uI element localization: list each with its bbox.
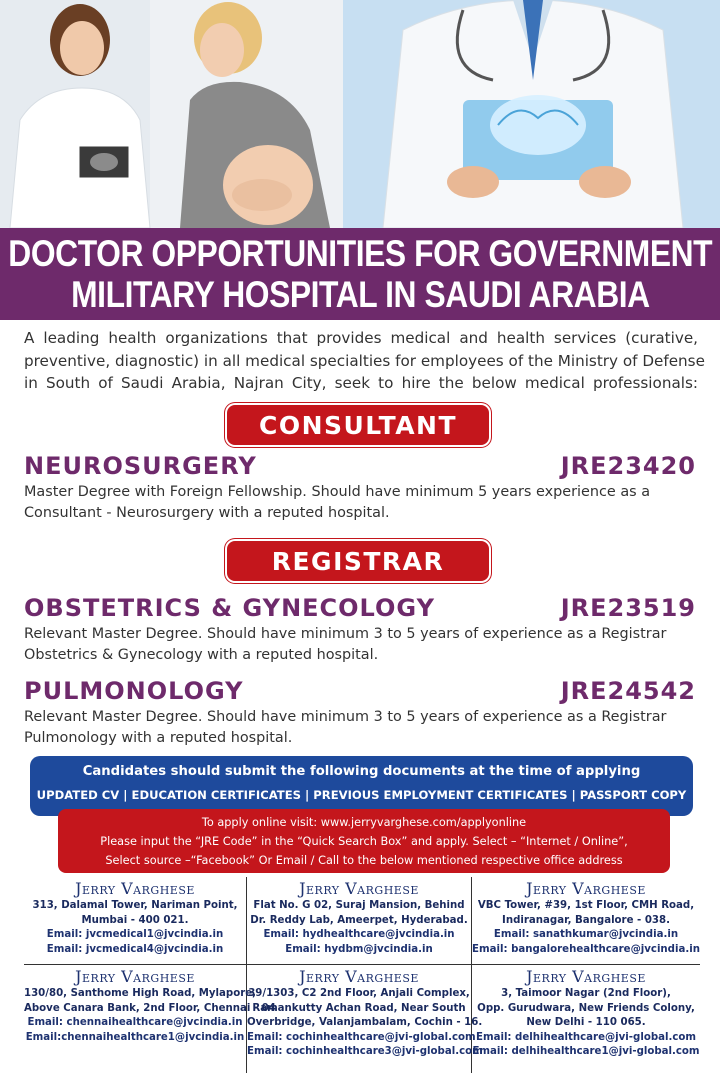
apply-online-link[interactable]: To apply online visit: www.jerryvarghese.com/applyonline [201, 816, 527, 829]
office-addresses-grid [24, 877, 700, 1073]
office-address-line: Ramankutty Achan Road, Near South [252, 1002, 466, 1014]
office-address-line: Flat No. G 02, Suraj Mansion, Behind [253, 900, 465, 911]
office-email-link[interactable]: Email: cochinhealthcare@jvi-global.com [247, 1031, 476, 1043]
brand-logo: Jerry Varghese [526, 967, 646, 986]
office-cochin [247, 965, 483, 1073]
doctor-brain-scan-illustration [343, 0, 720, 228]
office-email-link[interactable]: Email:chennaihealthcare1@jvcindia.in [25, 1031, 245, 1043]
job-title: OBSTETRICS & GYNECOLOGY [24, 594, 435, 622]
office-address-line: 3, Taimoor Nagar (2nd Floor), [501, 988, 671, 999]
job-description-line: Relevant Master Degree. Should have minimum 3 to 5 years of experience as a Registrar [24, 626, 667, 642]
intro-line: A leading health organizations that provides medical and health services (curative, [24, 329, 698, 347]
documents-title: Candidates should submit the following documents at the time of applying [82, 764, 641, 779]
office-email-link[interactable]: Email: sanathkumar@jvcindia.in [493, 929, 679, 940]
brand-logo: Jerry Varghese [75, 879, 195, 898]
job-title: NEUROSURGERY [24, 452, 257, 480]
brand-logo: Jerry Varghese [75, 967, 195, 986]
job-code: JRE23420 [560, 452, 696, 480]
office-email-link[interactable]: Email: jvcmedical4@jvcindia.in [46, 943, 224, 955]
office-bangalore [472, 877, 700, 965]
office-address-line: Dr. Reddy Lab, Ameerpet, Hyderabad. [250, 914, 468, 926]
apply-instruction-line: Please input the “JRE Code” in the “Quick Search Box” and apply. Select – “Internet / Online”, [100, 835, 628, 848]
office-address-line: Above Canara Bank, 2nd Floor, Chennai - 04 [24, 1002, 276, 1014]
office-address-line: Overbridge, Valanjambalam, Cochin - 16. [247, 1017, 483, 1028]
office-email-link[interactable]: Email: cochinhealthcare3@jvi-global.com [247, 1046, 483, 1057]
hero-photo-doctor-holding-brain-scan [343, 0, 720, 228]
office-email-link[interactable]: Email: delhihealthcare@jvi-global.com [476, 1031, 696, 1043]
job-neurosurgery [24, 452, 696, 524]
brand-logo: Jerry Varghese [526, 879, 646, 898]
brand-logo: Jerry Varghese [299, 879, 419, 898]
title-band [0, 228, 720, 320]
office-address-line: New Delhi - 110 065. [526, 1017, 646, 1028]
office-address-line: Mumbai - 400 021. [81, 914, 189, 926]
hero-banner [0, 0, 720, 228]
title-line-2: MILITARY HOSPITAL IN SAUDI ARABIA [70, 274, 650, 315]
office-email-link[interactable]: Email: hydbm@jvcindia.in [285, 943, 433, 955]
office-address-line: 130/80, Santhome High Road, Mylapore, [24, 988, 257, 999]
apply-instructions-box [58, 809, 670, 873]
office-address-line: Indiranagar, Bangalore - 038. [502, 914, 670, 926]
apply-instruction-line: Select source –“Facebook” Or Email / Call to the below mentioned respective office address [105, 854, 623, 867]
office-email-link[interactable]: Email: delhihealthcare1@jvi-global.com [472, 1046, 700, 1057]
job-description-line: Consultant - Neurosurgery with a reputed hospital. [24, 505, 390, 521]
job-code: JRE24542 [560, 677, 696, 705]
job-pulmonology [24, 677, 696, 749]
office-mumbai [24, 877, 247, 965]
intro-paragraph [24, 327, 705, 395]
hero-photo-doctor-and-patient [0, 0, 343, 228]
office-email-link[interactable]: Email: hydhealthcare@jvcindia.in [263, 929, 455, 940]
office-address-line: VBC Tower, #39, 1st Floor, CMH Road, [477, 900, 695, 911]
job-description-line: Master Degree with Foreign Fellowship. Should have minimum 5 years experience as a [24, 484, 651, 500]
required-documents-box [30, 756, 693, 816]
office-new-delhi [472, 965, 700, 1073]
brand-logo: Jerry Varghese [299, 967, 419, 986]
job-obstetrics-gynecology [24, 594, 696, 666]
job-description-line: Obstetrics & Gynecology with a reputed hospital. [24, 647, 379, 663]
office-email-link[interactable]: Email: chennaihealthcare@jvcindia.in [27, 1017, 243, 1028]
office-address-line: 39/1303, C2 2nd Floor, Anjali Complex, [248, 988, 470, 999]
office-email-link[interactable]: Email: bangalorehealthcare@jvcindia.in [472, 943, 700, 955]
job-description-line: Relevant Master Degree. Should have minimum 3 to 5 years of experience as a Registrar [24, 709, 667, 725]
office-chennai [24, 965, 276, 1073]
office-email-link[interactable]: Email: jvcmedical1@jvcindia.in [46, 929, 224, 940]
title-line-1: DOCTOR OPPORTUNITIES FOR GOVERNMENT [8, 233, 712, 274]
job-description-line: Pulmonology with a reputed hospital. [24, 730, 293, 746]
office-address-line: Opp. Gurudwara, New Friends Colony, [477, 1002, 695, 1014]
intro-line: preventive, diagnostic) in all medical specialties for employees of the Ministry of Defense [24, 351, 705, 370]
consultant-section-label: CONSULTANT [227, 405, 489, 445]
registrar-section-label: REGISTRAR [227, 541, 489, 581]
doctor-patient-illustration [0, 0, 343, 228]
documents-list: UPDATED CV | EDUCATION CERTIFICATES | PREVIOUS EMPLOYMENT CERTIFICATES | PASSPORT COPY [36, 788, 687, 802]
office-address-line: 313, Dalamal Tower, Nariman Point, [32, 900, 238, 911]
job-title: PULMONOLOGY [24, 677, 244, 705]
office-hyderabad [247, 877, 472, 965]
job-code: JRE23519 [560, 594, 696, 622]
intro-line: in South of Saudi Arabia, Najran City, seek to hire the below medical professionals: [24, 374, 698, 392]
